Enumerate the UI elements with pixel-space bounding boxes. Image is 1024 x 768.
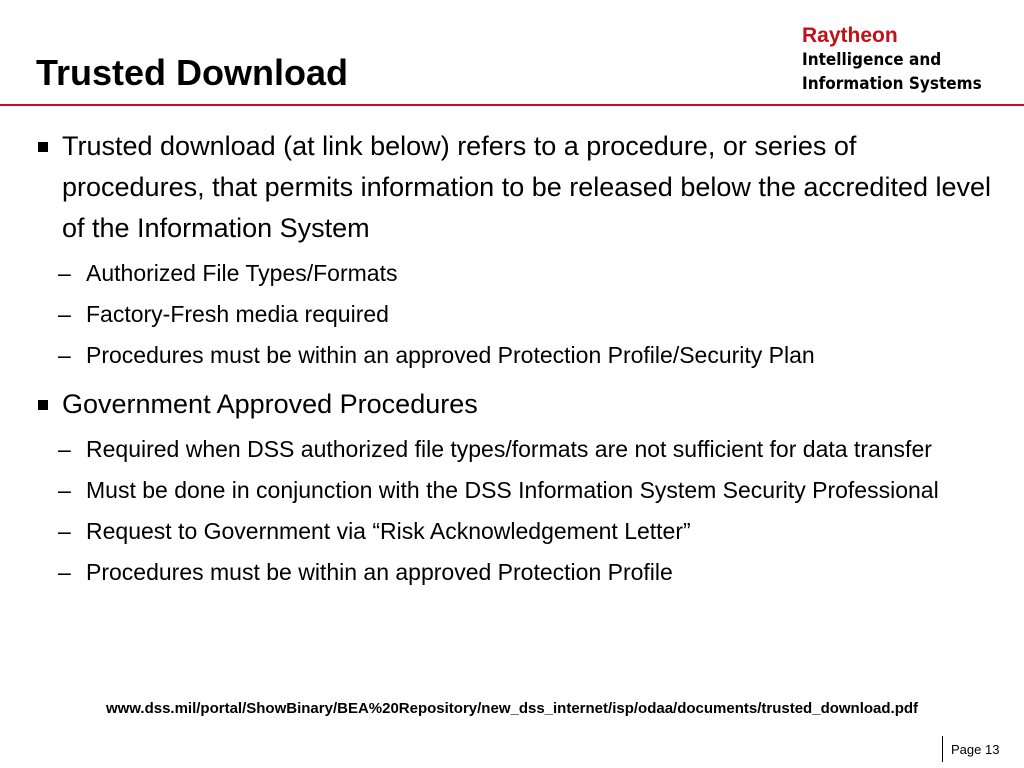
bullet-2 (36, 384, 996, 425)
dash-icon: – (58, 518, 71, 544)
page-number: Page 13 (951, 742, 1000, 757)
dash-icon: – (58, 342, 71, 368)
sub-bullet (36, 339, 996, 372)
sub-bullet-text: Required when DSS authorized file types/formats are not sufficient for data transfer (86, 436, 932, 462)
sub-bullet (36, 556, 996, 589)
footer-link[interactable]: www.dss.mil/portal/ShowBinary/BEA%20Repository/new_dss_internet/isp/odaa/documents/trusted_download.pdf (105, 700, 919, 717)
dash-icon: – (58, 436, 71, 462)
dash-icon: – (58, 559, 71, 585)
sub-bullet-text: Procedures must be within an approved Protection Profile (86, 559, 673, 585)
sub-bullet-text: Authorized File Types/Formats (86, 260, 398, 286)
sub-bullet (36, 515, 996, 548)
square-bullet-icon (38, 142, 48, 152)
raytheon-logo (802, 24, 1002, 96)
sub-bullet (36, 433, 996, 466)
sub-bullet (36, 298, 996, 331)
square-bullet-icon (38, 400, 48, 410)
dash-icon: – (58, 301, 71, 327)
logo-line-2: Information Systems (802, 74, 982, 94)
sub-bullet (36, 474, 996, 507)
page-divider (942, 736, 943, 762)
slide-title: Trusted Download (36, 52, 349, 93)
logo-line-1: Intelligence and (802, 50, 942, 70)
sub-bullet-text: Factory-Fresh media required (86, 301, 389, 327)
logo-brand: Raytheon (802, 24, 898, 47)
dash-icon: – (58, 477, 71, 503)
sub-bullet (36, 257, 996, 290)
bullet-1 (36, 126, 996, 249)
sub-bullet-text: Request to Government via “Risk Acknowledgement Letter” (86, 518, 691, 544)
sub-bullet-text: Procedures must be within an approved Protection Profile/Security Plan (86, 342, 815, 368)
dash-icon: – (58, 260, 71, 286)
sub-bullet-text: Must be done in conjunction with the DSS Information System Security Professional (86, 477, 939, 503)
slide-body (36, 126, 996, 589)
bullet-2-text: Government Approved Procedures (62, 389, 478, 419)
bullet-1-text: Trusted download (at link below) refers to a procedure, or series of procedures, that permits information to be released below the accredited level of the Information System (62, 131, 992, 243)
title-divider (0, 104, 1024, 106)
